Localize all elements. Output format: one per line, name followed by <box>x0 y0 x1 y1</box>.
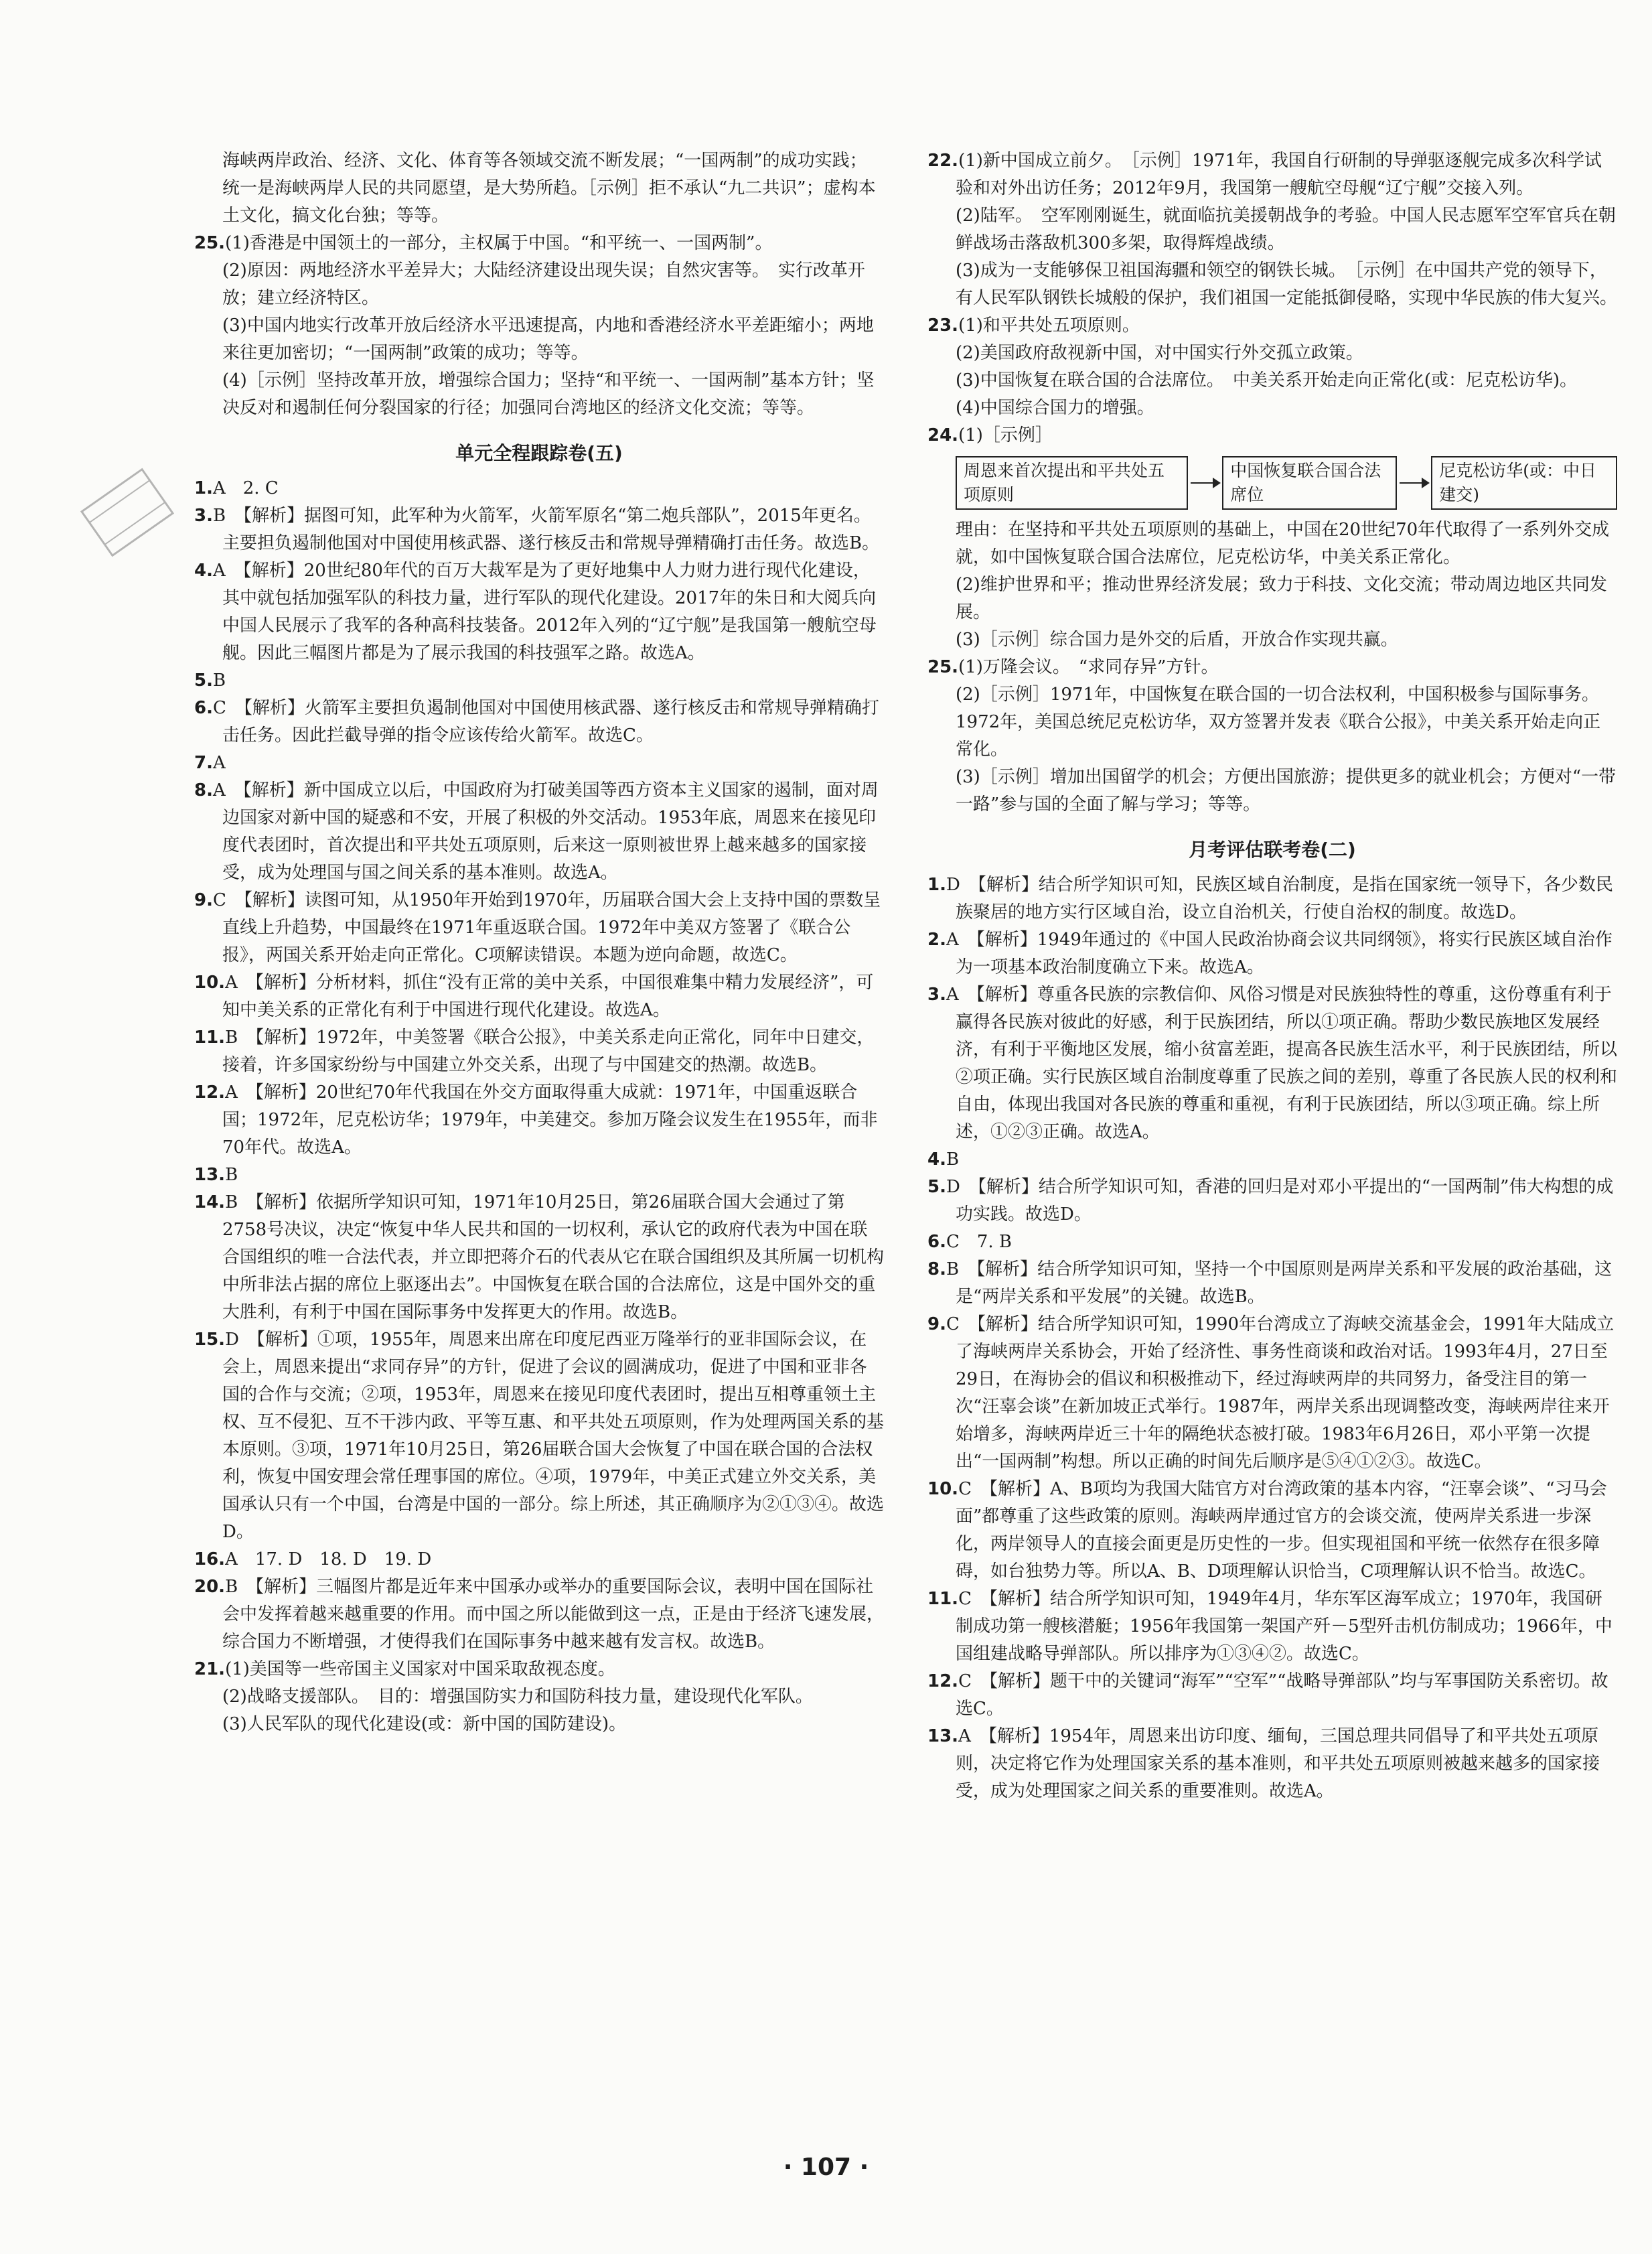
answer-item <box>194 1189 884 1326</box>
answer-subitem: (2)原因：两地经济水平差异大；大陆经济建设出现失误；自然灾害等。 实行改革开放；建立经济特区。 <box>222 261 865 308</box>
answer-subitem: (2)美国政府敌视新中国，对中国实行外交孤立政策。 <box>956 343 1363 363</box>
item-number: 14. <box>194 1192 226 1212</box>
answer-item <box>194 1326 884 1546</box>
answer-item <box>194 1573 884 1656</box>
item-number: 23. <box>927 315 959 336</box>
item-number: 20. <box>194 1577 226 1597</box>
item-text: (1)香港是中国领土的一部分，主权属于中国。“和平统一、一国两制”。 <box>225 233 773 253</box>
item-number: 15. <box>194 1330 226 1350</box>
answer-item <box>194 667 884 695</box>
answer-subitem: 海峡两岸政治、经济、文化、体育等各领域交流不断发展；“一国两制”的成功实践；统一是海峡两岸人民的共同愿望，是大势所趋。［示例］拒不承认“九二共识”；虚构本土文化，搞文化台独；等等。 <box>222 151 876 226</box>
answer-subitem: (4)［示例］坚持改革开放，增强综合国力；坚持“和平统一、一国两制”基本方针；坚决反对和遏制任何分裂国家的行径；加强同台湾地区的经济文化交流；等等。 <box>222 370 875 418</box>
flow-diagram <box>956 456 1617 510</box>
item-number: 13. <box>194 1165 226 1185</box>
item-text: A 17. D 18. D 19. D <box>225 1549 432 1569</box>
answer-subitem: (3)中国恢复在联合国的合法席位。 中美关系开始走向正常化(或：尼克松访华)。 <box>956 370 1578 391</box>
answer-item <box>927 654 1617 681</box>
item-number: 4. <box>927 1149 946 1170</box>
answer-item <box>927 981 1617 1146</box>
answer-item <box>927 1586 1617 1668</box>
arrow-right-icon <box>1400 482 1428 484</box>
item-number: 7. <box>194 753 213 773</box>
item-number: 3. <box>194 506 213 526</box>
answer-subitem: (3)人民军队的现代化建设(或：新中国的国防建设)。 <box>222 1714 627 1734</box>
answer-item <box>194 777 884 887</box>
answer-item <box>927 1256 1617 1311</box>
item-number: 4. <box>194 561 213 581</box>
item-number: 6. <box>927 1232 946 1252</box>
section-title: 月考评估联考卷(二) <box>1189 839 1356 861</box>
item-number: 21. <box>194 1659 226 1679</box>
item-text: C 【解析】结合所学知识可知，1949年4月，华东军区海军成立；1970年，我国研制成功第一艘核潜艇；1956年我国第一架国产歼－5型歼击机仿制成功；1966年，中国组建战略导弹部队。所以排序为①③④②。故选C。 <box>956 1589 1612 1664</box>
item-number: 24. <box>927 425 959 445</box>
item-number: 10. <box>927 1479 959 1499</box>
page-number: · 107 · <box>783 2154 869 2181</box>
item-number: 9. <box>194 890 213 910</box>
answer-item <box>194 750 884 777</box>
item-text: A 【解析】20世纪80年代的百万大裁军是为了更好地集中人力财力进行现代化建设，其中就包括加强军队的科技力量，进行军队的现代化建设。2017年的朱日和大阅兵向中国人民展示了我军的各种高科技装备。2012年入列的“辽宁舰”是我国第一艘航空母舰。因此三幅图片都是为了展示我国的科技强军之路。故选A。 <box>212 561 877 663</box>
answer-item <box>194 557 884 667</box>
answer-item <box>927 422 1617 449</box>
item-number: 3. <box>927 985 946 1005</box>
answer-item <box>927 1174 1617 1228</box>
item-text: B 【解析】依据所学知识可知，1971年10月25日，第26届联合国大会通过了第2758号决议，决定“恢复中华人民共和国的一切权利，承认它的政府代表为中国在联合国组织的唯一合法代表，并立即把蒋介石的代表从它在联合国组织及其所属一切机构中所非法占据的席位上驱逐出去”。中国恢复在联合国的合法席位，这是中国外交的重大胜利，有利于中国在国际事务中发挥更大的作用。故选B。 <box>222 1192 885 1322</box>
answer-item <box>194 1079 884 1161</box>
answer-subitem: (4)中国综合国力的增强。 <box>956 398 1154 418</box>
item-text: D 【解析】结合所学知识可知，香港的回归是对邓小平提出的“一国两制”伟大构想的成功实践。故选D。 <box>946 1177 1614 1224</box>
seal-stamp <box>66 451 187 573</box>
answer-item <box>927 1146 1617 1174</box>
item-text: D 【解析】结合所学知识可知，民族区域自治制度，是指在国家统一领导下，各少数民族聚居的地方实行区域自治，设立自治机关，行使自治权的制度。故选D。 <box>946 875 1613 922</box>
answer-item <box>927 871 1617 926</box>
item-number: 12. <box>194 1082 226 1103</box>
item-number: 16. <box>194 1549 226 1569</box>
item-text: C 【解析】题干中的关键词“海军”“空军”“战略导弹部队”均与军事国防关系密切。故选C。 <box>956 1671 1608 1719</box>
flow-box: 中国恢复联合国合法席位 <box>1222 456 1397 510</box>
item-number: 11. <box>927 1589 959 1609</box>
item-text: B 【解析】结合所学知识可知，坚持一个中国原则是两岸关系和平发展的政治基础，这是“两岸关系和平发展”的关键。故选B。 <box>946 1259 1612 1307</box>
answer-item <box>927 147 1617 202</box>
answer-item <box>194 969 884 1024</box>
item-text: A 【解析】尊重各民族的宗教信仰、风俗习惯是对民族独特性的尊重，这份尊重有利于赢得各民族对彼此的好感，利于民族团结，所以①项正确。帮助少数民族地区发展经济，有利于平衡地区发展，缩小贫富差距，提高各民族生活水平，利于民族团结，所以②项正确。实行民族区域自治制度尊重了民族之间的差别，尊重了各民族人民的权利和自由，体现出我国对各民族的尊重和重视，有利于民族团结，所以③项正确。综上所述，①②③正确。故选A。 <box>946 985 1618 1142</box>
answer-item <box>194 230 884 257</box>
item-text: A 【解析】1949年通过的《中国人民政治协商会议共同纲领》，将实行民族区域自治作为一项基本政治制度确立下来。故选A。 <box>946 930 1612 977</box>
answer-item <box>927 1668 1617 1723</box>
item-text: (1)和平共处五项原则。 <box>958 315 1140 336</box>
item-text: C 【解析】A、B项均为我国大陆官方对台湾政策的基本内容，“汪辜会谈”、“习马会面”都尊重了这些政策的原则。海峡两岸通过官方的会谈交流，使两岸关系进一步深化，两岸领导人的直接会面更是历史性的一步。但实现祖国和平统一依然存在很多障碍，如台独势力等。所以A、B、D项理解认识恰当，C项理解认识不恰当。故选C。 <box>956 1479 1607 1581</box>
item-number: 6. <box>194 698 213 718</box>
flow-box: 周恩来首次提出和平共处五项原则 <box>956 456 1188 510</box>
item-text: (1)［示例］ <box>958 425 1053 445</box>
answer-subitem: (2)陆军。 空军刚刚诞生，就面临抗美援朝战争的考验。中国人民志愿军空军官兵在朝鲜战场击落敌机300多架，取得辉煌战绩。 <box>956 206 1616 253</box>
answer-subitem: (3)［示例］增加出国留学的机会；方便出国旅游；提供更多的就业机会；方便对“一带一路”参与国的全面了解与学习；等等。 <box>956 767 1617 815</box>
item-number: 2. <box>927 930 946 950</box>
item-text: C 7. B <box>946 1232 1012 1252</box>
answer-item <box>194 887 884 969</box>
answer-item <box>927 312 1617 340</box>
item-text: (1)美国等一些帝国主义国家对中国采取敌视态度。 <box>225 1659 615 1679</box>
item-text: (1)新中国成立前夕。 ［示例］1971年，我国自行研制的导弹驱逐舰完成多次科学试验和对外出访任务；2012年9月，我国第一艘航空母舰“辽宁舰”交接入列。 <box>956 151 1602 198</box>
item-text: C 【解析】结合所学知识可知，1990年台湾成立了海峡交流基金会，1991年大陆成立了海峡两岸关系协会，开始了经济性、事务性商谈和政治对话。1993年4月，27日至29日，在海协会的倡议和积极推动下，经过海峡两岸的共同努力，备受注目的第一次“汪辜会谈”在新加坡正式举行。1987年，两岸关系出现调整改变，海峡两岸往来开始增多，海峡两岸近三十年的隔绝状态被打破。1983年6月26日，邓小平第一次提出“一国两制”构想。所以正确的时间先后顺序是⑤④①②③。故选C。 <box>946 1314 1615 1472</box>
answer-item <box>927 1311 1617 1476</box>
answer-item <box>194 502 884 557</box>
answer-item <box>194 1024 884 1079</box>
answer-subitem: (3)中国内地实行改革开放后经济水平迅速提高，内地和香港经济水平差距缩小；两地来往更加密切；“一国两制”政策的成功；等等。 <box>222 315 874 363</box>
answer-subitem: 理由：在坚持和平共处五项原则的基础上，中国在20世纪70年代取得了一系列外交成就，如中国恢复联合国合法席位，尼克松访华，中美关系正常化。 <box>956 520 1610 567</box>
item-number: 13. <box>927 1726 959 1746</box>
section-title: 单元全程跟踪卷(五) <box>455 442 623 464</box>
item-text: A 【解析】20世纪70年代我国在外交方面取得重大成就：1971年，中国重返联合国；1972年，尼克松访华；1979年，中美建交。参加万隆会议发生在1955年，而非70年代。故选A。 <box>222 1082 878 1157</box>
answer-item <box>194 1656 884 1683</box>
item-text: B 【解析】三幅图片都是近年来中国承办或举办的重要国际会议，表明中国在国际社会中发挥着越来越重要的作用。而中国之所以能做到这一点，正是由于经济飞速发展，综合国力不断增强，才使得我们在国际事务中越来越有发言权。故选B。 <box>222 1577 885 1652</box>
answer-item <box>927 1476 1617 1586</box>
item-text: B <box>946 1149 960 1170</box>
item-number: 1. <box>194 478 213 498</box>
item-text: A 2. C <box>212 478 279 498</box>
item-number: 8. <box>194 780 213 800</box>
item-text: B 【解析】1972年，中美签署《联合公报》，中美关系走向正常化，同年中日建交，接着，许多国家纷纷与中国建立外交关系，出现了与中国建交的热潮。故选B。 <box>222 1028 875 1075</box>
item-text: A 【解析】分析材料，抓住“没有正常的美中关系，中国很难集中精力发展经济”，可知中美关系的正常化有利于中国进行现代化建设。故选A。 <box>222 973 874 1020</box>
answer-item <box>194 1546 884 1573</box>
item-number: 9. <box>927 1314 946 1334</box>
item-text: A 【解析】新中国成立以后，中国政府为打破美国等西方资本主义国家的遏制，面对周边国家对新中国的疑惑和不安，开展了积极的外交活动。1953年底，周恩来在接见印度代表团时，首次提出和平共处五项原则，后来这一原则被世界上越来越多的国家接受，成为处理国与国之间关系的基本准则。故选A。 <box>212 780 879 883</box>
answer-item <box>927 1228 1617 1256</box>
left-column <box>194 147 884 1738</box>
item-number: 25. <box>927 657 959 677</box>
item-number: 1. <box>927 875 946 895</box>
item-text: (1)万隆会议。 “求同存异”方针。 <box>958 657 1219 677</box>
answer-subitem: (2)维护世界和平；推动世界经济发展；致力于科技、文化交流；带动周边地区共同发展。 <box>956 575 1607 622</box>
item-text: A 【解析】1954年，周恩来出访印度、缅甸，三国总理共同倡导了和平共处五项原则，决定将它作为处理国家关系的基本准则，和平共处五项原则被越来越多的国家接受，成为处理国家之间关系的重要准则。故选A。 <box>956 1726 1600 1801</box>
answer-item <box>927 1723 1617 1805</box>
item-text: B <box>225 1165 238 1185</box>
item-number: 22. <box>927 151 959 171</box>
item-number: 8. <box>927 1259 946 1279</box>
item-number: 10. <box>194 973 226 993</box>
answer-item <box>194 1161 884 1189</box>
answer-item <box>194 475 884 502</box>
item-text: A <box>212 753 226 773</box>
right-column <box>927 147 1617 1805</box>
answer-item <box>194 695 884 750</box>
item-number: 11. <box>194 1028 226 1048</box>
item-number: 5. <box>194 671 213 691</box>
item-text: C 【解析】读图可知，从1950年开始到1970年，历届联合国大会上支持中国的票数呈直线上升趋势，中国最终在1971年重返联合国。1972年中美双方签署了《联合公报》，两国关系开始走向正常化。C项解读错误。本题为逆向命题，故选C。 <box>212 890 881 965</box>
answer-item <box>927 926 1617 981</box>
answer-subitem: (3)［示例］综合国力是外交的后盾，开放合作实现共赢。 <box>956 630 1398 650</box>
item-text: B 【解析】据图可知，此军种为火箭军，火箭军原名“第二炮兵部队”，2015年更名。主要担负遏制他国对中国使用核武器、遂行核反击和常规导弹精确打击任务。故选B。 <box>212 506 880 553</box>
answer-subitem: (3)成为一支能够保卫祖国海疆和领空的钢铁长城。 ［示例］在中国共产党的领导下，有人民军队钢铁长城般的保护，我们祖国一定能抵御侵略，实现中华民族的伟大复兴。 <box>956 261 1618 308</box>
item-number: 25. <box>194 233 226 253</box>
item-number: 12. <box>927 1671 959 1691</box>
item-text: C 【解析】火箭军主要担负遏制他国对中国使用核武器、遂行核反击和常规导弹精确打击任务。因此拦截导弹的指令应该传给火箭军。故选C。 <box>212 698 879 746</box>
item-text: B <box>212 671 226 691</box>
answer-subitem: (2)［示例］1971年，中国恢复在联合国的一切合法权利，中国积极参与国际事务。1972年，美国总统尼克松访华，双方签署并发表《联合公报》，中美关系开始走向正常化。 <box>956 685 1601 760</box>
flow-box: 尼克松访华(或：中日建交) <box>1431 456 1617 510</box>
item-text: D 【解析】①项，1955年，周恩来出席在印度尼西亚万隆举行的亚非国际会议，在会上，周恩来提出“求同存异”的方针，促进了会议的圆满成功，促进了中国和亚非各国的合作与交流；②项，1953年，周恩来在接见印度代表团时，提出互相尊重领土主权、互不侵犯、互不干涉内政、平等互惠、和平共处五项原则，作为处理两国关系的基本原则。③项，1971年10月25日，第26届联合国大会恢复了中国在联合国的合法权利，恢复中国安理会常任理事国的席位。④项，1979年，中美正式建立外交关系，美国承认只有一个中国，台湾是中国的一部分。综上所述，其正确顺序为②①③④。故选D。 <box>222 1330 885 1542</box>
item-number: 5. <box>927 1177 946 1197</box>
arrow-right-icon <box>1191 482 1219 484</box>
answer-subitem: (2)战略支援部队。 目的：增强国防实力和国防科技力量，建设现代化军队。 <box>222 1687 813 1707</box>
